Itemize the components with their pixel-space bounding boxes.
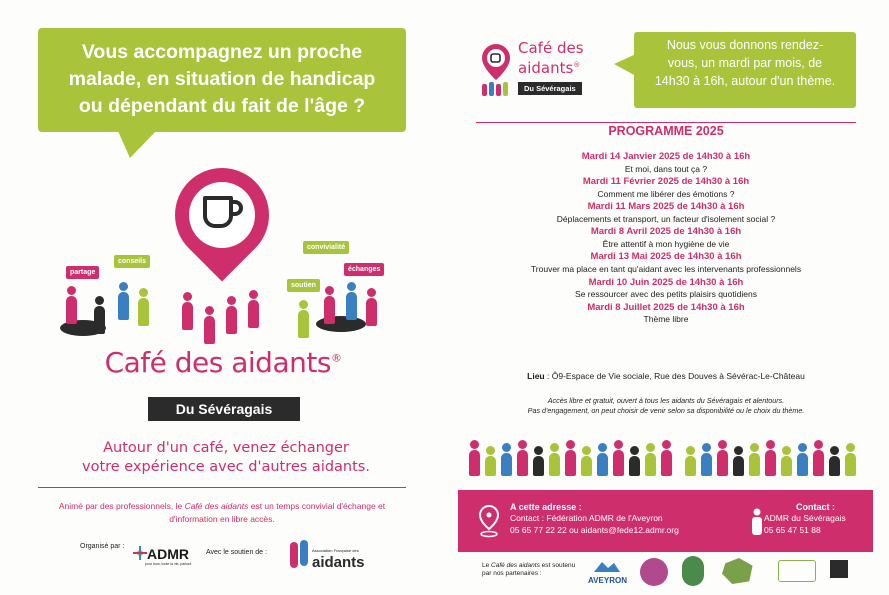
person-icon — [136, 288, 150, 328]
partner-logo — [722, 558, 756, 584]
programme-date: Mardi 8 Avril 2025 de 14h30 à 16h — [590, 226, 742, 238]
logo-subtitle: Du Sévéragais — [518, 82, 582, 95]
person-icon — [564, 440, 576, 478]
programme-item — [476, 150, 856, 175]
person-icon — [202, 306, 216, 346]
asso-small-text: Association Française des — [312, 548, 359, 553]
admr-star-icon — [133, 546, 147, 560]
person-icon — [224, 296, 238, 336]
coffee-cup-icon — [199, 190, 245, 236]
partner-logo — [682, 556, 704, 586]
divider — [476, 122, 856, 123]
headline-line-3: ou dépendant du fait de l'âge ? — [78, 95, 366, 117]
people-mini-icon — [480, 82, 516, 96]
logo-title-line-1: Café des — [518, 39, 584, 57]
subtitle-band: Du Sévéragais — [148, 397, 300, 421]
programme-date: Mardi 13 Mai 2025 de 14h30 à 16h — [590, 251, 742, 263]
programme-date: Mardi 8 Juillet 2025 de 14h30 à 16h — [587, 301, 745, 313]
partner-logo — [778, 560, 816, 582]
partners-text: Le Café des aidants est soutenu par nos partenaires : — [482, 562, 576, 577]
contact-left-line-1: Contact : Fédération ADMR de l'Aveyron — [510, 513, 663, 523]
anime-text: Animé par des professionnels, le Café des aidants est un temps convivial d'échange et d'information en libre accès. — [58, 501, 386, 524]
person-icon — [580, 446, 592, 484]
person-icon — [796, 443, 808, 481]
cafe-logo — [480, 40, 590, 102]
person-icon — [660, 440, 672, 478]
contact-left-line-2[interactable]: 05 65 77 22 22 ou aidants@fede12.admr.org — [510, 525, 679, 535]
contact-left-heading: A cette adresse : — [510, 502, 582, 512]
person-icon — [64, 286, 78, 326]
person-icon — [300, 540, 308, 566]
lieu-label: Lieu — [527, 371, 545, 381]
person-icon — [116, 282, 130, 322]
person-icon — [548, 443, 560, 481]
contact-right-line-1: ADMR du Sévéragais — [764, 513, 846, 523]
tagline — [48, 439, 404, 477]
person-icon — [180, 292, 194, 332]
person-icon — [364, 288, 378, 328]
programme-title: PROGRAMME 2025 — [608, 124, 724, 138]
partners-line-2: par nos partenaires : — [482, 570, 542, 577]
programme-theme: Et moi, dans tout ça ? — [624, 163, 708, 174]
person-icon — [468, 440, 480, 478]
tagline-line-2: votre expérience avec d'autres aidants. — [82, 459, 370, 475]
aveyron-logo — [588, 560, 627, 585]
person-icon — [700, 443, 712, 481]
lieu-text — [476, 371, 856, 381]
programme-theme: Déplacements et transport, un facteur d'isolement social ? — [556, 213, 776, 224]
person-icon — [684, 446, 696, 484]
acces-line-2: Pas d'engagement, on peut choisir de venir selon sa disponibilité ou le choix du thème. — [527, 406, 805, 415]
programme-theme: Comment me libérer des émotions ? — [597, 188, 735, 199]
tag-soutien: soutien — [287, 279, 320, 292]
programme-theme: Thème libre — [643, 314, 689, 325]
person-icon — [644, 443, 656, 481]
person-icon — [764, 440, 776, 478]
person-icon — [612, 440, 624, 478]
programme-date: Mardi 10 Juin 2025 de 14h30 à 16h — [588, 276, 744, 288]
person-icon — [484, 446, 496, 484]
person-icon — [596, 443, 608, 481]
tag-echanges: échanges — [344, 263, 384, 276]
person-icon — [532, 446, 544, 484]
contact-band — [458, 490, 873, 552]
divider — [38, 487, 406, 488]
aidants-illustration — [60, 282, 380, 348]
programme-item — [476, 276, 856, 301]
person-icon — [344, 282, 358, 322]
programme-date: Mardi 14 Janvier 2025 de 14h30 à 16h — [581, 151, 751, 162]
programme-date: Mardi 11 Mars 2025 de 14h30 à 16h — [587, 201, 745, 213]
programme-item — [476, 225, 856, 250]
partner-logo — [830, 560, 848, 578]
contact-right-heading: Contact : — [796, 502, 835, 512]
logo-registered: ® — [573, 61, 581, 69]
acces-line-1: Accès libre et gratuit, ouvert à tous les aidants du Sévéragais et alentours. — [547, 396, 785, 405]
programme-item — [476, 175, 856, 200]
logo-title-line-2: aidants — [518, 59, 574, 77]
person-icon — [246, 290, 260, 330]
organise-label: Organisé par : — [80, 543, 125, 550]
person-icon — [296, 300, 310, 340]
acces-text — [476, 396, 856, 416]
cafe-title: Café des aidants® — [104, 346, 342, 379]
programme-item — [476, 250, 856, 275]
headline-line-1: Vous accompagnez un proche — [81, 41, 363, 63]
programme-item — [476, 200, 856, 225]
programme-item — [476, 301, 856, 326]
tagline-line-1: Autour d'un café, venez échanger — [103, 440, 349, 456]
person-icon — [828, 446, 840, 484]
person-icon — [92, 296, 106, 336]
aveyron-logo-icon — [592, 560, 622, 574]
headline-bubble — [38, 28, 406, 132]
person-icon — [322, 286, 336, 326]
admr-slogan: pour tous, toute la vie, partout — [145, 562, 192, 566]
person-icon — [812, 440, 824, 478]
rdv-line-1: Nous vous donnons rendez- — [666, 38, 824, 52]
programme-theme: Trouver ma place en tant qu'aidant avec les intervenants professionnels — [530, 264, 802, 275]
person-icon — [500, 443, 512, 481]
location-pin-icon — [480, 42, 512, 82]
association-aidants-logo — [290, 538, 386, 572]
tag-convivialite: convivialité — [303, 241, 349, 254]
soutien-label: Avec le soutien de : — [206, 549, 267, 556]
contact-right-phone[interactable]: 05 65 47 51 88 — [764, 525, 821, 535]
programme-list — [476, 150, 856, 326]
contact-left — [510, 502, 679, 536]
admr-text: ADMR — [147, 546, 189, 562]
rdv-bubble — [634, 32, 856, 108]
person-icon — [780, 446, 792, 484]
rdv-line-3: 14h30 à 16h, autour d'un thème. — [654, 74, 836, 88]
rdv-line-2: vous, un mardi par mois, de — [667, 56, 823, 70]
location-pin-icon — [478, 504, 500, 538]
programme-theme: Être attentif à mon hygiène de vie — [602, 239, 730, 250]
admr-logo — [133, 544, 201, 568]
partner-logo — [640, 558, 668, 586]
person-icon — [290, 542, 298, 568]
person-icon — [732, 446, 744, 484]
person-icon — [748, 443, 760, 481]
programme-theme: Se ressourcer avec des petits plaisirs quotidiens — [575, 289, 757, 300]
bubble-tail — [118, 131, 156, 158]
bubble-tail — [614, 54, 636, 76]
headline-line-2: malade, en situation de handicap — [68, 68, 376, 90]
person-icon — [628, 446, 640, 484]
lieu-value: : Ô9-Espace de Vie sociale, Rue des Douves à Sévérac-Le-Château — [544, 371, 805, 381]
aveyron-text: AVEYRON — [588, 576, 627, 585]
tag-partage: partage — [66, 266, 99, 279]
people-row-illustration — [468, 440, 863, 484]
asso-big-text: aidants — [312, 554, 365, 571]
person-icon — [516, 440, 528, 478]
person-icon — [716, 440, 728, 478]
contact-right — [764, 502, 846, 536]
tag-conseils: conseils — [114, 255, 150, 268]
programme-date: Mardi 11 Février 2025 de 14h30 à 16h — [582, 176, 750, 188]
person-icon — [844, 443, 856, 481]
logo-title — [518, 40, 584, 77]
